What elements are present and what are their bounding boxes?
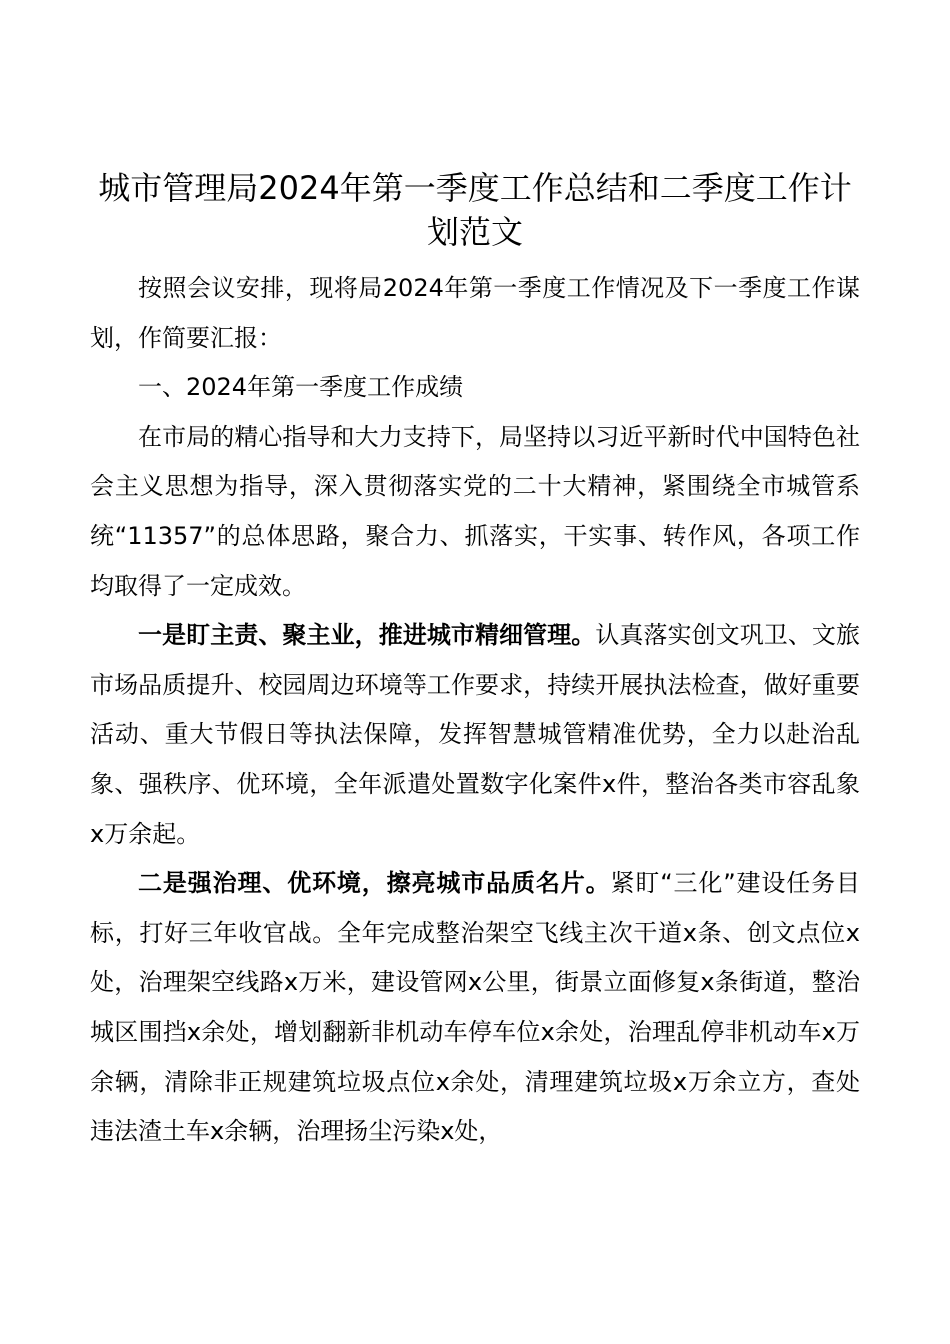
document-body xyxy=(90,264,860,1157)
point-one-paragraph xyxy=(90,611,860,859)
point-one-lead: 一是盯主责、聚主业，推进城市精细管理。 xyxy=(138,621,596,650)
summary-paragraph xyxy=(90,413,860,611)
point-two-paragraph xyxy=(90,859,860,1157)
paragraph-text: 按照会议安排，现将局2024年第一季度工作情况及下一季度工作谋划，作简要汇报： xyxy=(90,274,860,352)
intro-paragraph xyxy=(90,264,860,363)
section-heading xyxy=(90,363,860,413)
paragraph-text: 认真落实创文巩卫、文旅市场品质提升、校园周边环境等工作要求，持续开展执法检查，做好重要活动、重大节假日等执法保障，发挥智慧城管精准优势，全力以赴治乱象、强秩序、优环境，全年派遣处置数字化案件x件，整治各类市容乱象x万余起。 xyxy=(90,621,861,848)
section-heading-text: 一、2024年第一季度工作成绩 xyxy=(138,373,464,402)
point-two-lead: 二是强治理、优环境，擦亮城市品质名片。 xyxy=(138,869,611,898)
document-title: 城市管理局2024年第一季度工作总结和二季度工作计划范文 xyxy=(98,169,852,251)
paragraph-text: 紧盯“三化”建设任务目标，打好三年收官战。全年完成整治架空飞线主次干道x条、创文点位x处，治理架空线路x万米，建设管网x公里，街景立面修复x条街道，整治城区围挡x余处，增划翻新非机动车停车位x余处，治理乱停非机动车x万余辆，清除非正规建筑垃圾点位x余处，清理建筑垃圾x万余立方，查处违法渣土车x余辆，治理扬尘污染x处， xyxy=(90,869,860,1146)
paragraph-text: 在市局的精心指导和大力支持下，局坚持以习近平新时代中国特色社会主义思想为指导，深入贯彻落实党的二十大精神，紧围绕全市城管系统“11357”的总体思路，聚合力、抓落实，干实事、转作风，各项工作均取得了一定成效。 xyxy=(90,422,860,600)
